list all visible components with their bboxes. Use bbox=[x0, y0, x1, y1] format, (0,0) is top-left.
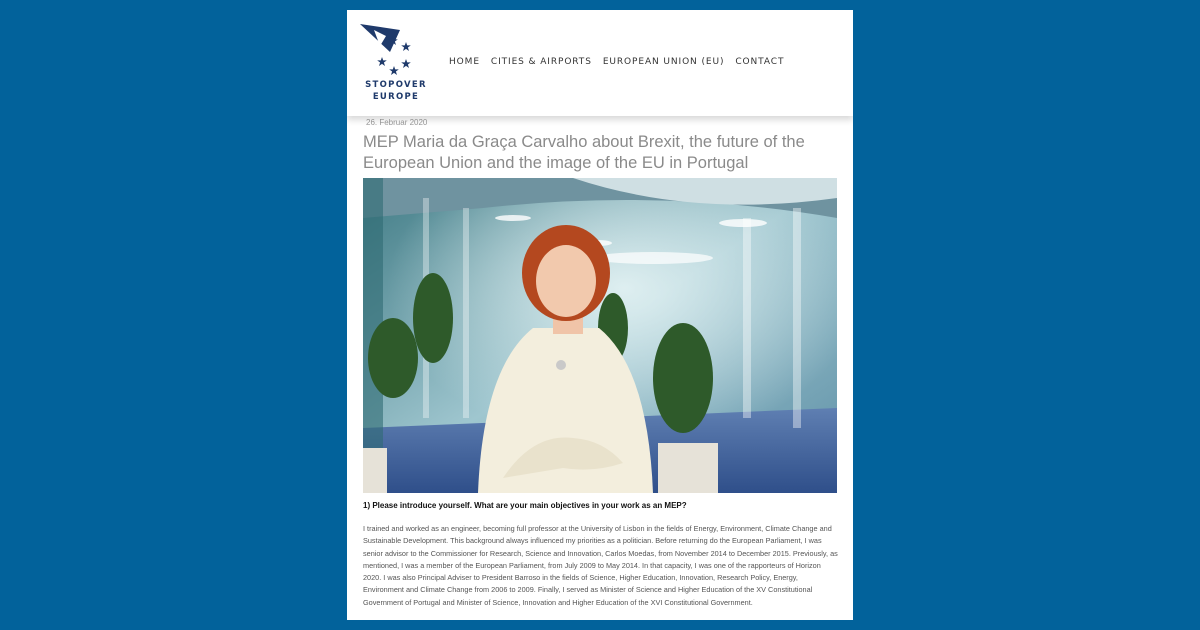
main-nav bbox=[449, 57, 784, 67]
nav-contact[interactable]: CONTACT bbox=[735, 57, 785, 67]
site-header bbox=[347, 10, 853, 116]
nav-home[interactable]: HOME bbox=[449, 57, 480, 67]
nav-european-union[interactable]: EUROPEAN UNION (EU) bbox=[602, 57, 725, 67]
site-logo[interactable] bbox=[360, 22, 432, 104]
webpage-card bbox=[347, 10, 853, 620]
brand-name-line2: EUROPE bbox=[372, 92, 420, 102]
nav-cities-airports[interactable]: CITIES & AIRPORTS bbox=[490, 57, 592, 67]
article-photo bbox=[363, 178, 837, 493]
brand-name-line1: STOPOVER bbox=[365, 80, 427, 90]
plane-with-stars-icon bbox=[360, 22, 432, 80]
article-title: MEP Maria da Graça Carvalho about Brexit, the future of the European Union and the image of the EU in Portugal bbox=[363, 133, 805, 172]
article-date: 26. Februar 2020 bbox=[366, 118, 428, 127]
interview-answer: I trained and worked as an engineer, becoming full professor at the University of Lisbon in the fields of Energy, Environment, Climate Change and Sustainable Development. This background always influenced my priorities as a politician. Before returning do the European Parliament, I was senior advisor to the Commissioner for Research, Science and Innovation, Carlos Moedas, from November 2014 to December 2015. Previously, as mentioned, I was a member of the European Parliament, from July 2009 to May 2014. In that capacity, I was one of the rapporteurs of Horizon 2020. I was also Principal Adviser to President Barroso in the fields of Science, Higher Education, Innovation, Research Policy, Energy, Environment and Climate Change from 2006 to 2009. Finally, I served as Minister of Science and Higher Education of the XV Constitutional Government of Portugal and Minister of Science, Innovation and Higher Education of the XVI Constitutional Government. bbox=[363, 524, 838, 607]
interview-question: 1) Please introduce yourself. What are your main objectives in your work as an MEP? bbox=[363, 501, 687, 510]
